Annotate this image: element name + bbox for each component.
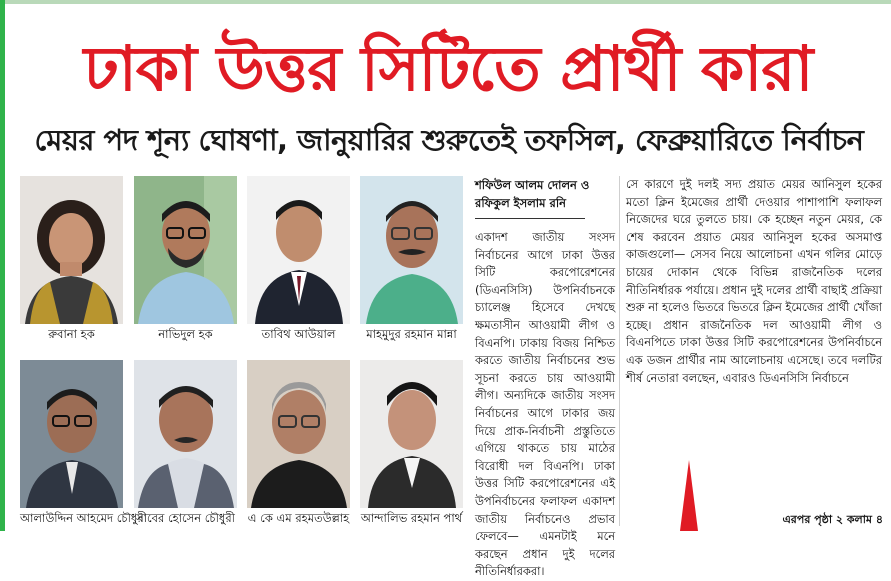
article-column-2 bbox=[626, 176, 882, 514]
candidate-photo bbox=[20, 176, 123, 324]
candidate-photo-card bbox=[360, 176, 463, 344]
candidate-photo bbox=[360, 360, 463, 508]
candidate-photo bbox=[134, 176, 237, 324]
portrait-man-image bbox=[20, 360, 123, 508]
candidate-photo-card bbox=[247, 176, 350, 344]
byline bbox=[475, 176, 613, 212]
top-accent-rule bbox=[0, 0, 891, 4]
candidate-photo-card bbox=[134, 176, 237, 344]
byline-divider bbox=[475, 218, 585, 219]
column-divider bbox=[619, 176, 620, 526]
candidate-name: নাভিদুল হক bbox=[158, 327, 213, 341]
candidate-photo bbox=[247, 176, 350, 324]
candidate-name: মাহমুদুর রহমান মান্না bbox=[366, 327, 457, 341]
portrait-man-image bbox=[134, 360, 237, 508]
candidate-photo-card bbox=[20, 360, 147, 528]
left-accent-rule bbox=[0, 0, 5, 531]
continuation-note[interactable]: এরপর পৃষ্ঠা ২ কলাম ৪ bbox=[778, 512, 883, 528]
candidate-name: রুবানা হক bbox=[48, 327, 95, 341]
candidate-photo-card bbox=[247, 360, 350, 528]
candidate-photo-card bbox=[360, 360, 463, 528]
portrait-man-image bbox=[360, 360, 463, 508]
candidate-photo bbox=[360, 176, 463, 324]
portrait-man-image bbox=[360, 176, 463, 324]
portrait-man-image bbox=[134, 176, 237, 324]
byline-author-1: শফিউল আলম দোলন ও bbox=[475, 178, 590, 192]
candidate-name: সাবের হোসেন চৌধুরী bbox=[136, 511, 235, 525]
portrait-man-image bbox=[247, 360, 350, 508]
candidate-photo-card bbox=[134, 360, 237, 528]
article-paragraph: সে কারণে দুই দলই সদ্য প্রয়াত মেয়র আনিসুল হকের মতো ক্লিন ইমেজের প্রার্থী দেওয়ার পাশাপাশি ফলাফল নিজেদের ঘরে তুলতে চায়। কে হচ্ছেন নতুন মেয়র, কে শেষ করবেন প্রয়াত মেয়র আনিসুল হকের অসমাপ্ত কাজগুলো— সেসব নিয়ে আলোচনা এখন গলির মোড়ে চায়ের দোকান থেকে বিভিন্ন রাজনৈতিক দলের নীতিনির্ধারক পর্যায়ে। প্রধান দুই দলের প্রার্থী বাছাই প্রক্রিয়া শুরু না হলেও ভিতরে ভিতরে ক্লিন ইমেজের প্রার্থী খোঁজা হচ্ছে। প্রধান রাজনৈতিক দল আওয়ামী লীগ ও বিএনপিতে ঢাকা উত্তর সিটি করপোরেশনের উপনির্বাচনে এক ডজন প্রার্থীর নাম আলোচনায় এসেছে। তবে দলটির শীর্ষ নেতারা বলছেন, এবারও ডিএনসিসি নির্বাচনে bbox=[626, 177, 882, 385]
portrait-man-image bbox=[247, 176, 350, 324]
candidate-name: আন্দালিভ রহমান পার্থ bbox=[360, 511, 463, 525]
candidate-name: এ কে এম রহমতউল্লাহ bbox=[247, 511, 350, 525]
byline-author-2: রফিকুল ইসলাম রনি bbox=[475, 196, 566, 210]
article-paragraph: একাদশ জাতীয় সংসদ নির্বাচনের আগে ঢাকা উত্তর সিটি করপোরেশনের (ডিএনসিসি) উপনির্বাচনকে চ্যালেঞ্জ হিসেবে দেখছে ক্ষমতাসীন আওয়ামী লীগ ও বিএনপি। ঢাকায় বিজয় নিশ্চিত করতে জাতীয় নির্বাচনের শুভ সূচনা করতে চায় আওয়ামী লীগ। অন্যদিকে জাতীয় সংসদ নির্বাচনের আগে ঢাকার জয় দিয়ে প্রাক-নির্বাচনী প্রস্তুতিতে এগিয়ে থাকতে চায় মাঠের বিরোধী দল বিএনপি। ঢাকা উত্তর সিটি করপোরেশনের এই উপনির্বাচনের ফলাফল একাদশ জাতীয় নির্বাচনেও প্রভাব ফেলবে— এমনটাই মনে করছেন প্রধান দুই দলের নীতিনির্ধারকরা। bbox=[475, 230, 615, 579]
portrait-woman-image bbox=[20, 176, 123, 324]
red-triangle-marker bbox=[680, 460, 698, 531]
headline: ঢাকা উত্তর সিটিতে প্রার্থী কারা bbox=[83, 32, 813, 105]
candidate-photo bbox=[247, 360, 350, 508]
candidate-name: আলাউদ্দিন আহমেদ চৌধুরী bbox=[20, 511, 147, 525]
article-column-1 bbox=[475, 229, 615, 579]
candidate-photo bbox=[20, 360, 123, 508]
candidate-photo bbox=[134, 360, 237, 508]
subheadline: মেয়র পদ শূন্য ঘোষণা, জানুয়ারির শুরুতেই তফসিল, ফেব্রুয়ারিতে নির্বাচন bbox=[34, 123, 864, 157]
candidate-name: তাবিথ আউয়াল bbox=[261, 327, 336, 341]
candidate-photo-card bbox=[20, 176, 123, 344]
